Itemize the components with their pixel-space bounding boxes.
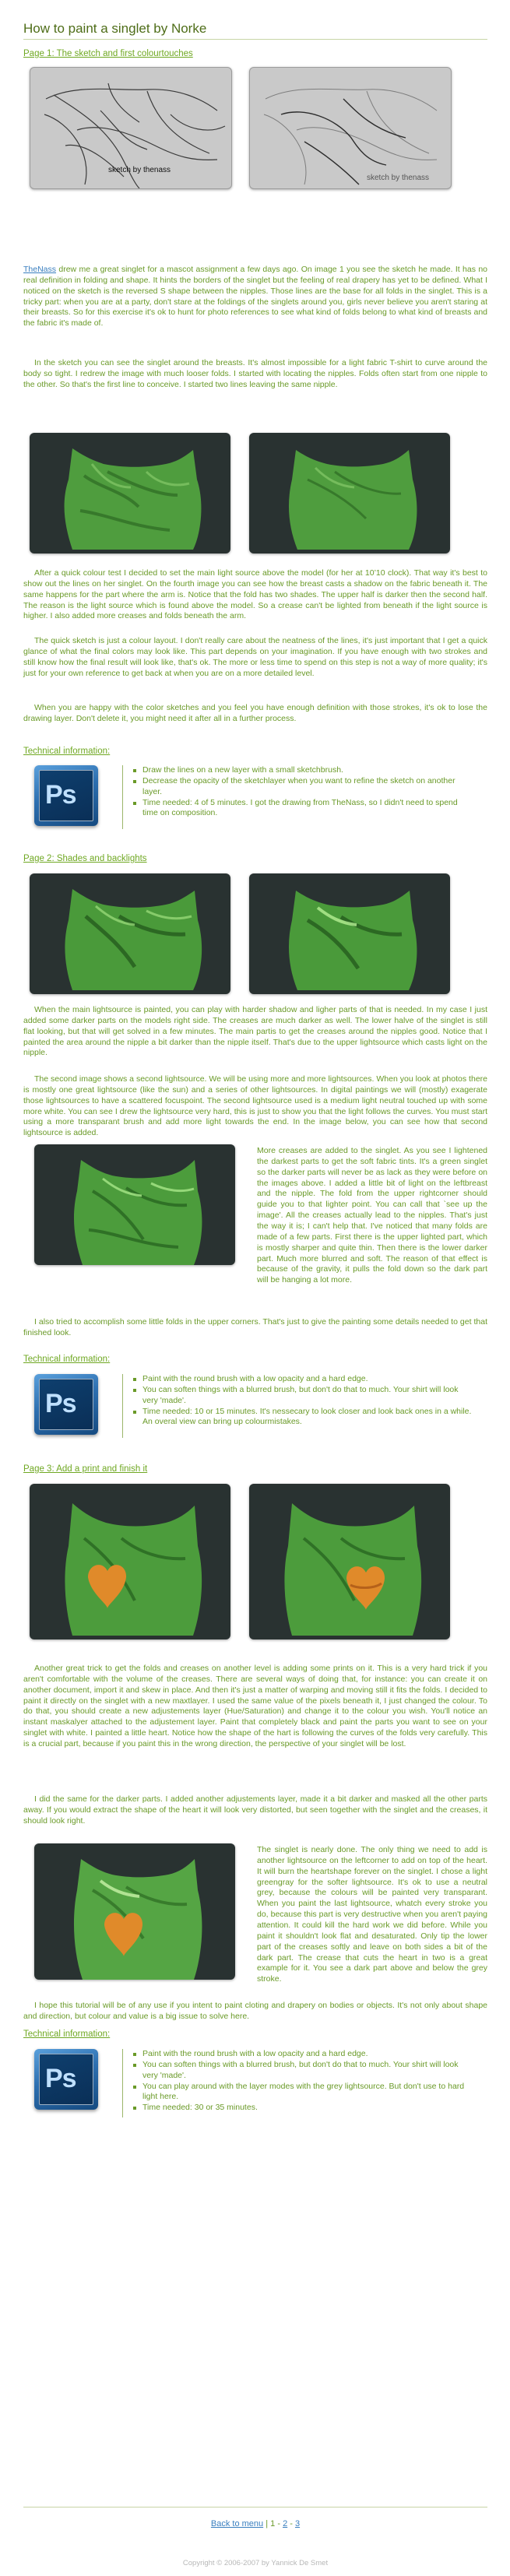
tech-item: Paint with the round brush with a low opacity and a hard edge. [132, 2049, 474, 2060]
photoshop-icon: Ps [34, 2049, 98, 2110]
shade-image-2[interactable] [249, 873, 450, 994]
tech-item: You can play around with the layer modes with the grey lightsource. But don't use to hard light here. [132, 2082, 474, 2103]
tech-item: You can soften things with a blurred brush, but don't do that to much. Your shirt will look very 'made'. [132, 2060, 474, 2082]
page-3-link[interactable]: 3 [294, 2519, 301, 2529]
tech-heading-3: Technical information: [23, 2030, 111, 2039]
section-heading-page3: Page 3: Add a print and finish it [23, 1464, 148, 1474]
singlet-render-1 [30, 433, 230, 554]
title-divider [23, 39, 487, 40]
singlet-render-3 [30, 873, 230, 994]
p1-paragraph-1: TheNass drew me a great singlet for a mascot assignment a few days ago. On image 1 you see the sketch he made. It has no real definition in folding and shape. It hints the borders of the singlet but the feeling of real drapery has yet to be defined. What I noticed on the sketch is the reversed S shape between the nipples. Those lines are the base for all folds in the singlet. This is a tricky part: when you are at a party, don't stare at the foldings of the singlets around you, girls never believe you aren't staring at their breasts. So for this exercise it's ok to hunt for photo references to see what kind of folds belong to what kind of breasts and the fabric it's made of. [23, 265, 487, 329]
tech-item: You can soften things with a blurred brush, but don't do that to much. Your shirt will look very 'made'. [132, 1385, 474, 1407]
p2-paragraph-3: More creases are added to the singlet. As you see I lightened the darkest parts to get the soft fabric tints. It's a green singlet so the darker parts will never be as lack as they were before on the images above. I added a little bit of light on the leftbreast and the nipple. The fold from the upper rightcorner should guide you to that lighter point. You can call that `see up the image'. All the creases actually lead to the nipples. That's just the way it is; I can't help that. I've noticed that many folds are made of a few parts. First there is the upper lighted part, which is mostly sharper and quite thin. Then there is the lower darker part. Much more blurred and soft. The reason of that effect is because of the gravity, it pulls the fold down so the dark part will be hanging a lot more. [257, 1146, 487, 1285]
back-to-menu-link[interactable]: Back to menu [210, 2519, 264, 2529]
singlet-heart-render-1 [30, 1484, 230, 1639]
tech-item: Paint with the round brush with a low opacity and a hard edge. [132, 1374, 474, 1385]
tech-box-3 [34, 2049, 478, 2123]
colour-test-image-2[interactable] [249, 433, 450, 554]
page-1-current: 1 [270, 2519, 276, 2529]
singlet-final-render [34, 1843, 235, 1980]
shade-images-row [23, 873, 487, 994]
thenass-link[interactable]: TheNass [23, 265, 57, 274]
sketch-caption-2: sketch by thenass [367, 174, 430, 182]
colour-test-image-1[interactable] [30, 433, 230, 554]
print-image-1[interactable] [30, 1484, 230, 1639]
p3-paragraph-2: I did the same for the darker parts. I added another adjustements layer, made it a bit darker and masked all the other parts away. If you would extract the shape of the heart it will look very distorted, but seen together with the singlet and the creases, it should look right. [23, 1794, 487, 1826]
p2-paragraph-4: I also tried to accomplish some little folds in the upper corners. That's just to give the painting some details needed to get that finished look. [23, 1317, 487, 1337]
p2-paragraph-2: The second image shows a second lightsource. We will be using more and more lightsources. When you look at photos there is mostly one great lightsource (like the sun) and a series of other lightsources. In digital paintings we will (mostly) exagerate those lightsources to have a scattered focuspoint. The second lightsource used is a medium light neutral touched up with some more white. You can see I drew the lightsource very hard, this is just to show you that the light follows the curves. You must start using a more transparant brush and add more light towards the end. In the image below, you can see how that second lightsource is added. [23, 1074, 487, 1138]
tech-list-3 [132, 2049, 474, 2114]
tech-list-1 [132, 765, 474, 819]
sketch-caption-1: sketch by thenass [108, 166, 171, 174]
p3-paragraph-4: I hope this tutorial will be of any use if you intent to paint cloting and drapery on bodies or objects. It's not only about shape and direction, but colour and value is a big issue to solve here. [23, 2001, 487, 2021]
photoshop-icon: Ps [34, 1374, 98, 1435]
singlet-render-2 [249, 433, 450, 554]
copyright-notice: Copyright © 2006-2007 by Yannick De Smet [182, 2559, 329, 2567]
tech-item: Time needed: 30 or 35 minutes. [132, 2103, 474, 2114]
tech-divider [122, 1374, 123, 1438]
tech-box-1 [34, 765, 478, 835]
photoshop-icon: Ps [34, 765, 98, 826]
p3-paragraph-3: The singlet is nearly done. The only thing we need to add is another lightsource on the leftcorner to add on top of the heart. It will burn the heartshape forever on the singlet. I chose a light greengray for the softer lightsource. It's ok to use a neutral grey, because the colours will be painted very transparant. When you paint the last lightsource, whatch every stroke you do, because this part is very destructive when you aren't paying attention. It could kill the hard work we did before. While you paint it shouldn't look flat and desaturated. Only tip the lower part of the creases softly and leave on both sides a bit of the dark part. The crease that cuts the heart in two is a great example for it. You see a dark part above and below the grey stroke. [257, 1845, 487, 1984]
sketch-image-1[interactable] [30, 67, 232, 189]
tech-list-2 [132, 1374, 474, 1428]
tech-heading-2: Technical information: [23, 1355, 111, 1364]
page-title: How to paint a singlet by Norke [23, 21, 207, 36]
singlet-heart-render-2 [249, 1484, 450, 1639]
tech-box-2 [34, 1374, 478, 1444]
print-images-row [23, 1484, 487, 1639]
sketch-images-row [23, 67, 487, 188]
final-image[interactable] [34, 1843, 235, 1980]
singlet-render-5 [34, 1144, 235, 1265]
page-2-link[interactable]: 2 [283, 2519, 288, 2529]
shade-image-1[interactable] [30, 873, 230, 994]
p1-paragraph-5: When you are happy with the color sketches and you feel you have enough definition with those strokes, it's ok to lose the drawing layer. Don't delete it, you might need it after all in a further process. [23, 703, 487, 723]
tech-item: Time needed: 4 of 5 minutes. I got the drawing from TheNass, so I didn't need to spend time on composition. [132, 798, 474, 820]
section-heading-page2: Page 2: Shades and backlights [23, 854, 147, 863]
print-image-2[interactable] [249, 1484, 450, 1639]
creases-image[interactable] [34, 1144, 235, 1265]
section-heading-page1: Page 1: The sketch and first colourtouches [23, 49, 193, 58]
tech-item: Decrease the opacity of the sketchlayer when you want to refine the sketch on another layer. [132, 776, 474, 798]
tech-divider [122, 2049, 123, 2117]
p3-paragraph-1: Another great trick to get the folds and creases on another level is adding some prints on it. This is a very hard trick if you aren't comfortable with the volume of the creases. There are several ways of doing that, for instance: you can create it on another document, import it and skew in place. And then it's just a matter of warping and moving still it fits the folds. I decided to paint it directly on the singlet with a new maxtlayer. I used the same value of the pixels beneath it, I just changed the colour. To do that, you should create a new adjustements layer (Hue/Saturation) and change it to the colour you wish. You'll notice an instant maskalyer attached to the adjustement layer. Paint that completely black and paint the parts you want to see on your singlet with white. I painted a little heart. Notice how the shape of the hart is following the curves of the folds very carefully. This is a crucial part, because if you paint this in the wrong direction, the perspective of your singlet will be lost. [23, 1664, 487, 1749]
sketch-image-2[interactable] [249, 67, 452, 189]
tech-divider [122, 765, 123, 829]
singlet-render-4 [249, 873, 450, 994]
p1-paragraph-3: After a quick colour test I decided to set the main light source above the model (for her at 10’10 clock). That way it's best to show out the lines on her singlet. On the fourth image you can see how the breast casts a shadow on the fabric beneath it. The same happens for the part where the arm is. Notice that the fold has two shades. The upper half is darker then the second half. The reason is the light source which is found above the model. So a crease can't be lighted from beneath if the light source is higher. I also added more creases and folds beneath the arm. [23, 568, 487, 621]
p1-paragraph-2: In the sketch you can see the singlet around the breasts. It's almost impossible for a light fabric T-shirt to curve around the body so tight. I redrew the image with much looser folds. I started with locating the nipples. Folds often start from one nipple to the other. So that's the first line to conceive. I started two lines leaving the same nipple. [23, 358, 487, 389]
sketch-drawing-2 [250, 68, 451, 188]
p2-paragraph-1: When the main lightsource is painted, you can play with harder shadow and ligher parts of that is needed. In my case I just added some darker parts on the models right side. The creases are much darker as well. The lower halve of the singlet is still flat looking, but that will get solved in a few minutes. The main partis to get the creases around the nipples good. Notice that I painted the area around the nipple a bit darker than the nipple itself. That's due to the upper lightsource which casts light on the nipple. [23, 1005, 487, 1058]
footer-nav: Back to menu | 1 - 2 - 3 [210, 2519, 301, 2529]
tech-item: Time needed: 10 or 15 minutes. It's nessecary to look closer and look back ones in a while. An overal view can bring up colourmistakes. [132, 1407, 474, 1429]
tech-heading-1: Technical information: [23, 747, 111, 756]
colour-images-row-1 [23, 433, 487, 554]
tech-item: Draw the lines on a new layer with a small sketchbrush. [132, 765, 474, 776]
p1-paragraph-4: The quick sketch is just a colour layout. I don't really care about the neatness of the lines, it's just important that I get a quick glance of what the final colors may look like. This part depends on your imagination. If you have enough with two strokes and still know how the final result will look like, that's ok. The more or less time to spend on this step is not a way of more quality; it's just for your own reference to get back at when you are on a more detailed level. [23, 636, 487, 678]
